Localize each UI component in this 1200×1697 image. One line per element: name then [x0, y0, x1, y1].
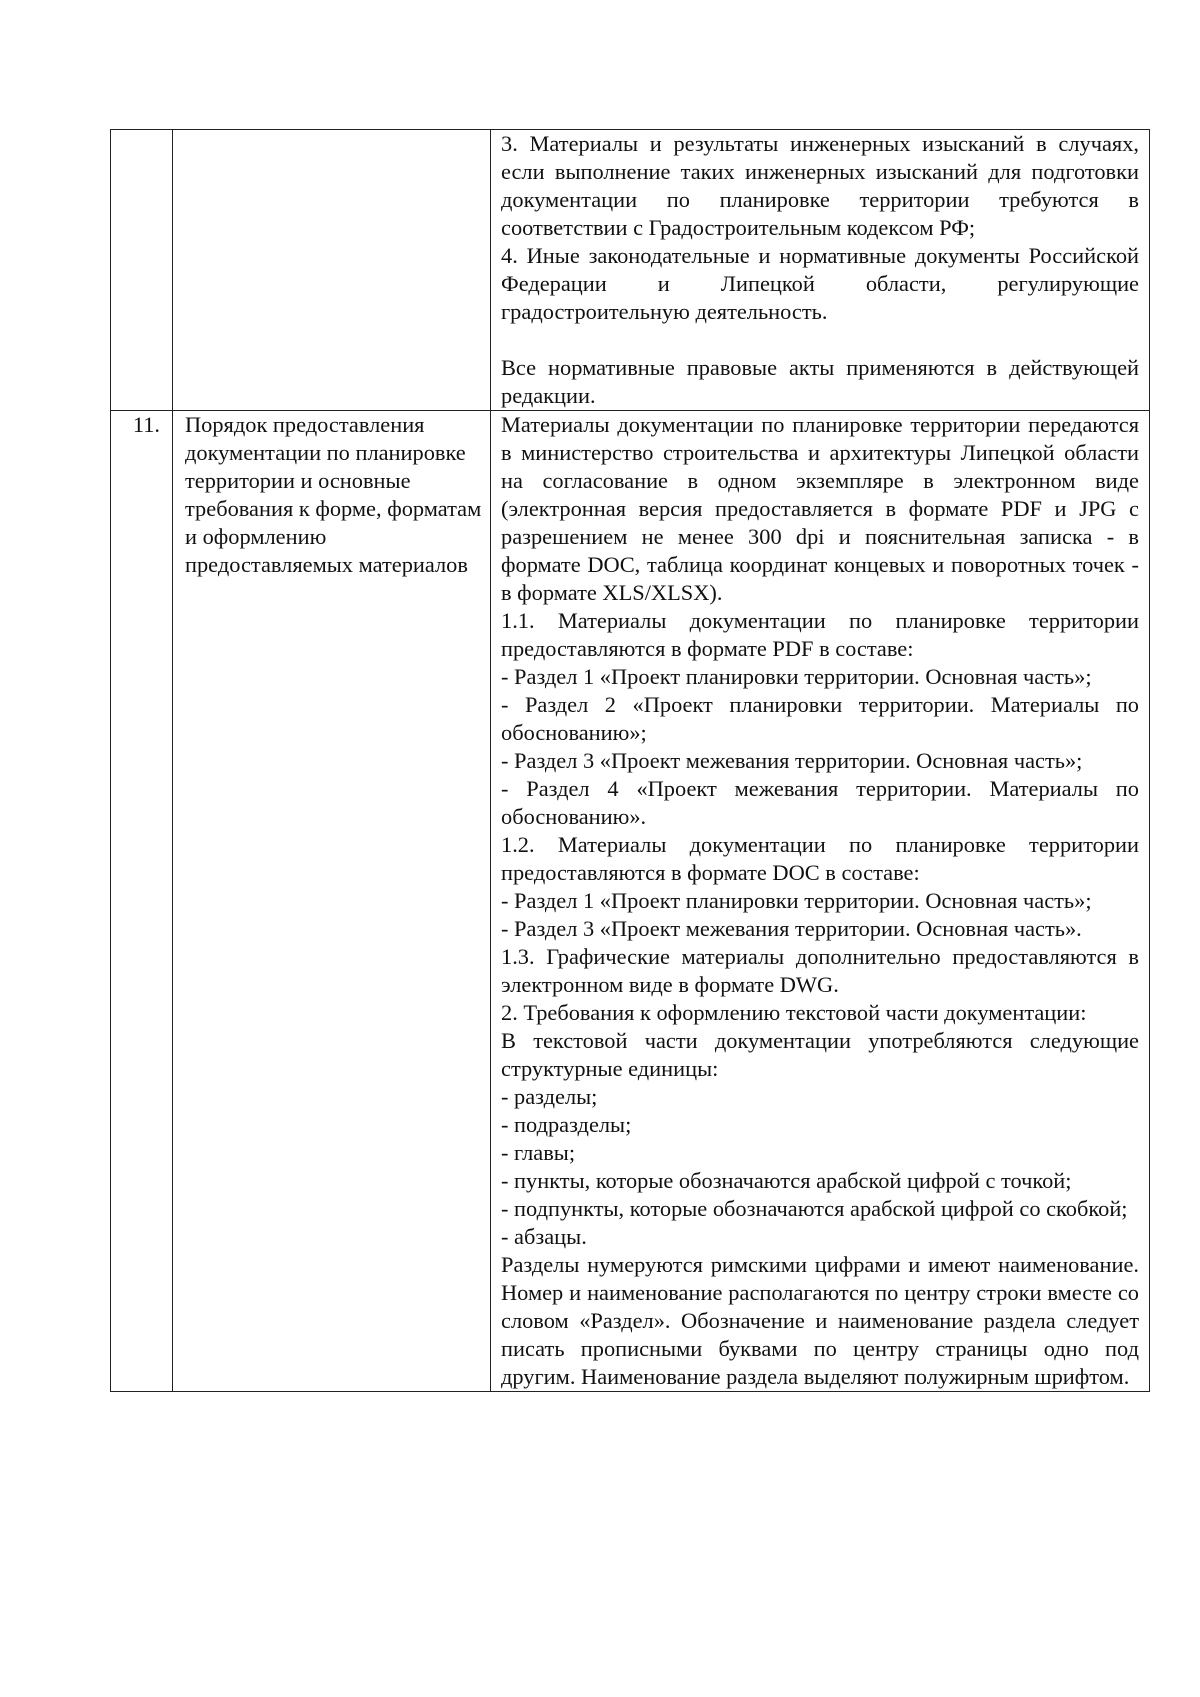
- content-paragraph: - Раздел 3 «Проект межевания территории. Основная часть»;: [501, 748, 1083, 773]
- content-paragraph: - Раздел 4 «Проект межевания территории. Материалы по обоснованию».: [501, 776, 1139, 829]
- content-paragraph: - Раздел 1 «Проект планировки территории. Основная часть»;: [501, 888, 1092, 913]
- content-paragraph: - Раздел 3 «Проект межевания территории. Основная часть».: [501, 916, 1082, 941]
- row-number-cell: [111, 130, 173, 411]
- content-note: Все нормативные правовые акты применяются в действующей редакции.: [501, 355, 1139, 408]
- content-paragraph: Разделы нумеруются римскими цифрами и имеют наименование. Номер и наименование располагаются по центру строки вместе со словом «Раздел». Обозначение и наименование раздела следует писать прописными буквами по центру страницы одно под другим. Наименование раздела выделяют полужирным шрифтом.: [501, 1252, 1139, 1389]
- row-name-cell: [173, 411, 491, 1392]
- content-paragraph: 3. Материалы и результаты инженерных изысканий в случаях, если выполнение таких инженерных изысканий для подготовки документации по планировке территории требуются в соответствии с Градостроительным кодексом РФ;: [501, 131, 1139, 240]
- table-row: [111, 130, 1150, 411]
- row-name: Порядок предоставления документации по планировке территории и основные требования к форме, форматам и оформлению предоставляемых материалов: [185, 412, 482, 577]
- row-name-cell: [173, 130, 491, 411]
- content-paragraph: 1.2. Материалы документации по планировке территории предоставляются в формате DOC в составе:: [501, 832, 1139, 885]
- content-paragraph: 2. Требования к оформлению текстовой части документации:: [501, 1000, 1087, 1025]
- paragraph-spacer: [501, 326, 1139, 354]
- content-paragraph: - Раздел 1 «Проект планировки территории. Основная часть»;: [501, 664, 1092, 689]
- content-paragraph: 1.3. Графические материалы дополнительно предоставляются в электронном виде в формате DWG.: [501, 944, 1139, 997]
- row-number: 11.: [132, 412, 160, 437]
- content-paragraph: - абзацы.: [501, 1224, 587, 1249]
- content-paragraph: - пункты, которые обозначаются арабской цифрой с точкой;: [501, 1168, 1072, 1193]
- content-paragraph: 1.1. Материалы документации по планировке территории предоставляются в формате PDF в составе:: [501, 608, 1139, 661]
- table-row: [111, 411, 1150, 1392]
- row-content-cell: [491, 411, 1150, 1392]
- content-paragraph: В текстовой части документации употребляются следующие структурные единицы:: [501, 1028, 1139, 1081]
- content-paragraph: - разделы;: [501, 1084, 598, 1109]
- content-paragraph: Материалы документации по планировке территории передаются в министерство строительства и архитектуры Липецкой области на согласование в одном экземпляре в электронном виде (электронная версия предоставляется в формате PDF и JPG с разрешением не менее 300 dpi и пояснительная записка - в формате DOC, таблица координат концевых и поворотных точек - в формате XLS/XLSX).: [501, 412, 1139, 605]
- row-content-cell: [491, 130, 1150, 411]
- content-paragraph: - подпункты, которые обозначаются арабской цифрой со скобкой;: [501, 1196, 1128, 1221]
- row-number-cell: [111, 411, 173, 1392]
- content-paragraph: 4. Иные законодательные и нормативные документы Российской Федерации и Липецкой области, регулирующие градостроительную деятельность.: [501, 243, 1139, 324]
- requirements-table: [110, 129, 1150, 1392]
- content-paragraph: - Раздел 2 «Проект планировки территории. Материалы по обоснованию»;: [501, 692, 1139, 745]
- content-paragraph: - подразделы;: [501, 1112, 632, 1137]
- content-paragraph: - главы;: [501, 1140, 576, 1165]
